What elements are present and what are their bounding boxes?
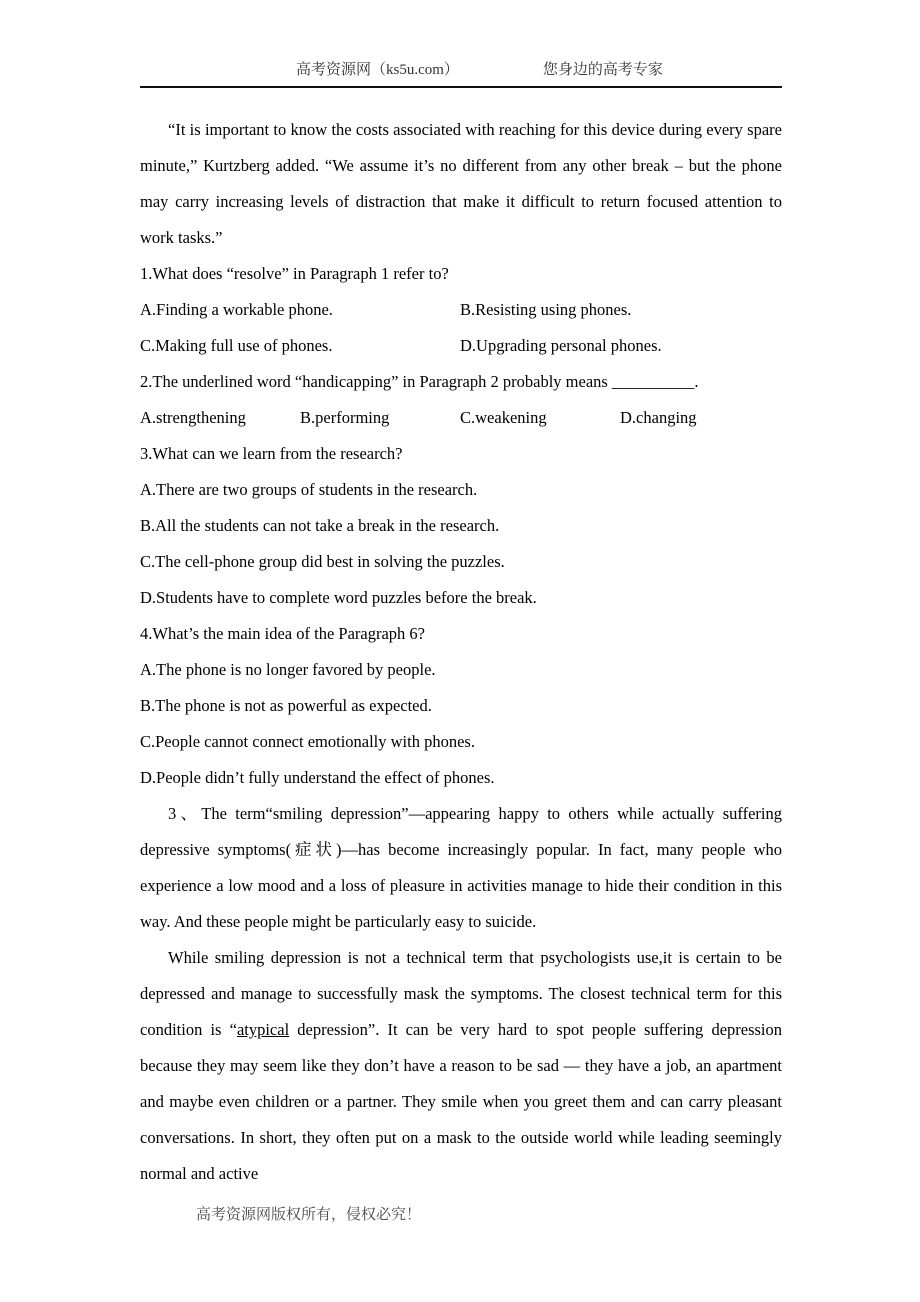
question-1-options-row-1	[140, 292, 782, 328]
document-body	[140, 112, 782, 1192]
option-1b: B.Resisting using phones.	[460, 300, 632, 319]
copyright-text: 高考资源网版权所有，侵权必究！	[196, 1207, 422, 1223]
option-4c: C.People cannot connect emotionally with phones.	[140, 732, 475, 751]
passage-3-paragraph-2	[140, 940, 782, 1192]
option-3a: A.There are two groups of students in the research.	[140, 480, 478, 499]
passage-3-paragraph-2-before: While smiling depression is not a technical term that psychologists use,it is certain to be depressed and manage to successfully mask the symptoms. The closest technical term for this condition is “	[140, 948, 782, 1039]
option-2c: C.weakening	[460, 408, 547, 427]
question-2-options-row	[140, 400, 782, 436]
option-3d: D.Students have to complete word puzzles before the break.	[140, 588, 537, 607]
page-header	[140, 58, 782, 88]
option-4a: A.The phone is no longer favored by people.	[140, 660, 436, 679]
question-4: 4.What’s the main idea of the Paragraph 6?	[140, 624, 425, 643]
header-divider	[140, 86, 782, 88]
page-footer	[196, 1203, 421, 1227]
site-slogan: 您身边的高考专家	[542, 62, 663, 78]
passage-3-paragraph-1: 3、The term“smiling depression”—appearing happy to others while actually suffering depressive symptoms(症状)—has become increasingly popular. In fact, many people who experience a low mood and a loss of pleasure in activities manage to hide their condition in this way. And these people might be particularly easy to suicide.	[140, 804, 782, 931]
question-1-options-row-2	[140, 328, 782, 364]
passage-3-paragraph-2-after: depression”. It can be very hard to spot people suffering depression because they may seem like they don’t have a reason to be sad — they have a job, an apartment and maybe even children or a partner. They smile when you greet them and can carry pleasant conversations. In short, they often put on a mask to the outside world while leading seemingly normal and active	[140, 1020, 783, 1183]
site-name: 高考资源网（ks5u.com）	[296, 62, 459, 78]
option-2d: D.changing	[620, 408, 697, 427]
option-4b: B.The phone is not as powerful as expected.	[140, 696, 432, 715]
option-2a: A.strengthening	[140, 408, 246, 427]
option-1c: C.Making full use of phones.	[140, 336, 333, 355]
option-3c: C.The cell-phone group did best in solving the puzzles.	[140, 552, 505, 571]
option-1d: D.Upgrading personal phones.	[460, 336, 662, 355]
option-2b: B.performing	[300, 408, 390, 427]
question-2: 2.The underlined word “handicapping” in Paragraph 2 probably means __________.	[140, 372, 699, 391]
option-1a: A.Finding a workable phone.	[140, 300, 333, 319]
underlined-word-atypical: atypical	[236, 1020, 290, 1039]
question-1: 1.What does “resolve” in Paragraph 1 refer to?	[140, 264, 449, 283]
option-3b: B.All the students can not take a break in the research.	[140, 516, 500, 535]
header-text-row	[140, 58, 782, 79]
option-4d: D.People didn’t fully understand the effect of phones.	[140, 768, 495, 787]
question-3: 3.What can we learn from the research?	[140, 444, 403, 463]
quote-paragraph: “It is important to know the costs associated with reaching for this device during every spare minute,” Kurtzberg added. “We assume it’s no different from any other break – but the phone may carry increasing levels of distraction that make it difficult to return focused attention to work tasks.”	[140, 120, 782, 247]
